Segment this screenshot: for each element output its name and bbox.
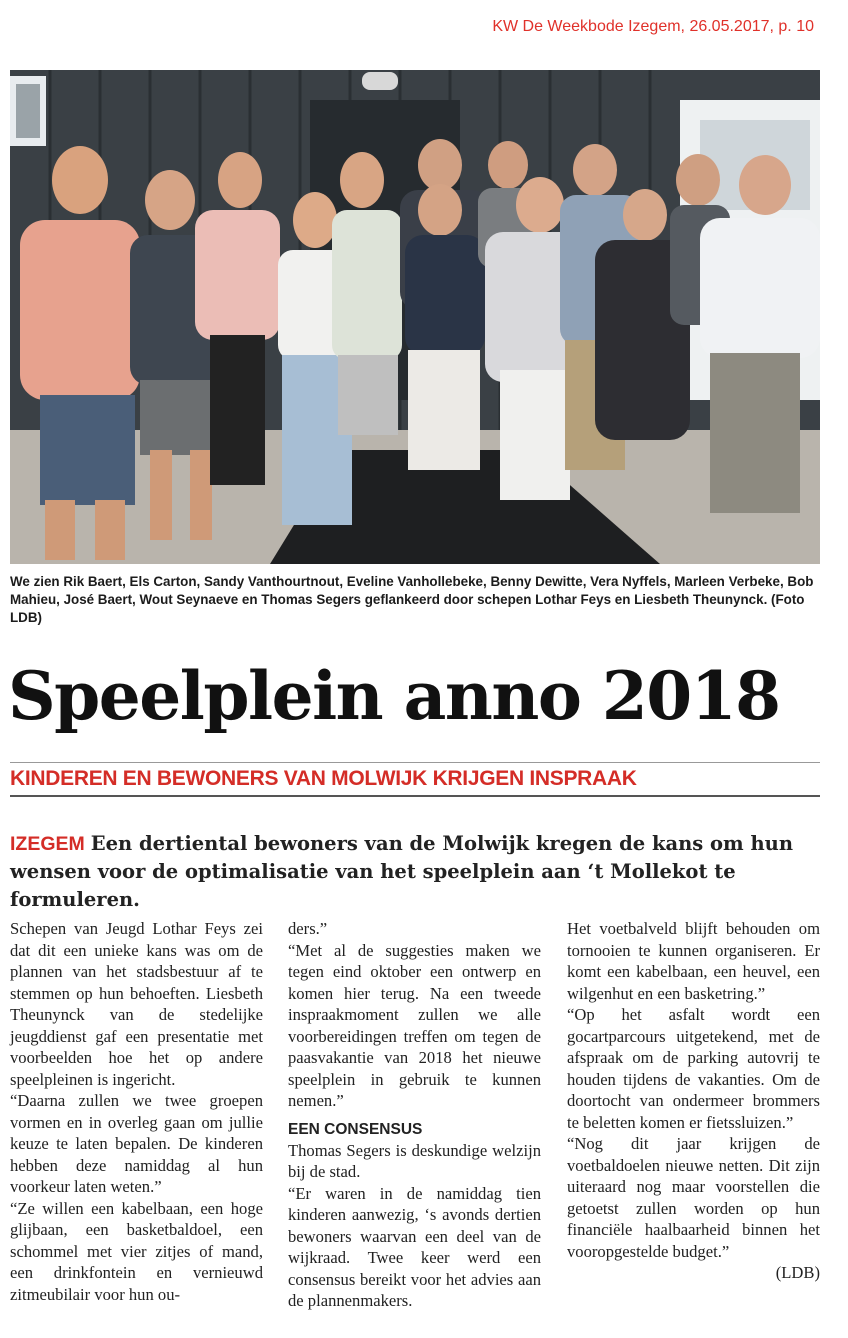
paragraph: “Nog dit jaar krijgen de voetbaldoelen nieuwe netten. Dit zijn uiteraard nog maar voorstellen die getoetst zullen worden op hun financiële haalbaarheid binnen het vooropgestelde budget.” [567,1134,820,1261]
section-heading: EEN CONSENSUS [288,1120,423,1138]
paragraph: “Met al de suggesties maken we tegen eind oktober een ontwerp en komen hier terug. Na een tweede inspraakmoment zullen we alle voorbereidingen treffen om tegen de paasvakantie van 2018 het nieuwe speelplein in gebruik te kunnen nemen.” [288,940,541,1110]
source-line: KW De Weekbode Izegem, 26.05.2017, p. 10 [492,18,814,35]
intro-paragraph [10,830,800,914]
paragraph: ders.” [288,919,328,938]
article-column-1 [10,918,263,1305]
article-column-2 [288,918,541,1312]
group-photo [10,70,820,564]
paragraph: “Daarna zullen we twee groepen vormen en in overleg gaan om jullie keuze te laten bepalen. De kinderen hebben deze namiddag al hun voorkeur laten weten.” [10,1091,263,1196]
paragraph: Het voetbalveld blijft behouden om tornooien te kunnen organiseren. Er komt een kabelbaan, een heuvel, een wilgenhut en een basketring.” [567,919,820,1003]
photo-caption: We zien Rik Baert, Els Carton, Sandy Vanthourtnout, Eveline Vanhollebeke, Benny Dewitte, Vera Nyffels, Marleen Verbeke, Bob Mahieu, José Baert, Wout Seynaeve en Thomas Segers geflankeerd door schepen Lothar Feys en Liesbeth Theunynck. (Foto LDB) [10,574,814,625]
article-column-3 [567,918,820,1284]
subheadline: KINDEREN EN BEWONERS VAN MOLWIJK KRIJGEN INSPRAAK [10,767,637,790]
divider [10,762,820,763]
paragraph: Schepen van Jeugd Lothar Feys zei dat dit een unieke kans was om de plannen van het stadsbestuur af te stemmen op hun behoeften. Liesbeth Theunynck van de stedelijke jeugddienst gaf een presentatie met voorbeelden hoe het op andere speelpleinen is ingericht. [10,919,263,1089]
paragraph: Thomas Segers is deskundige welzijn bij de stad. [288,1140,541,1181]
group-photo-image [10,70,820,564]
author-initials: (LDB) [775,1263,820,1282]
paragraph: “Ze willen een kabelbaan, een hoge glijbaan, een basketbaldoel, een schommel met vier zitjes of mand, een drinkfontein en vernieuwd zitmeubilair voor hun ou- [10,1198,263,1304]
paragraph: “Er waren in de namiddag tien kinderen aanwezig, ‘s avonds dertien bewoners waarvan een deel van de wijkraad. Twee keer werd een consensus bereikt voor het advies aan de plannenmakers. [288,1183,541,1310]
paragraph: “Op het asfalt wordt een gocartparcours uitgetekend, met de afspraak om de parking autovrij te houden tijdens de vakanties. Om de doortocht van ondermeer brommers te beletten komen er fietssluizen.” [567,1005,820,1132]
divider [10,795,820,797]
dateline-place: IZEGEM [10,833,85,855]
intro-text: Een dertiental bewoners van de Molwijk kregen de kans om hun wensen voor de optimalisatie van het speelplein aan ‘t Mollekot te formuleren. [10,832,794,911]
headline: Speelplein anno 2018 [8,657,780,735]
